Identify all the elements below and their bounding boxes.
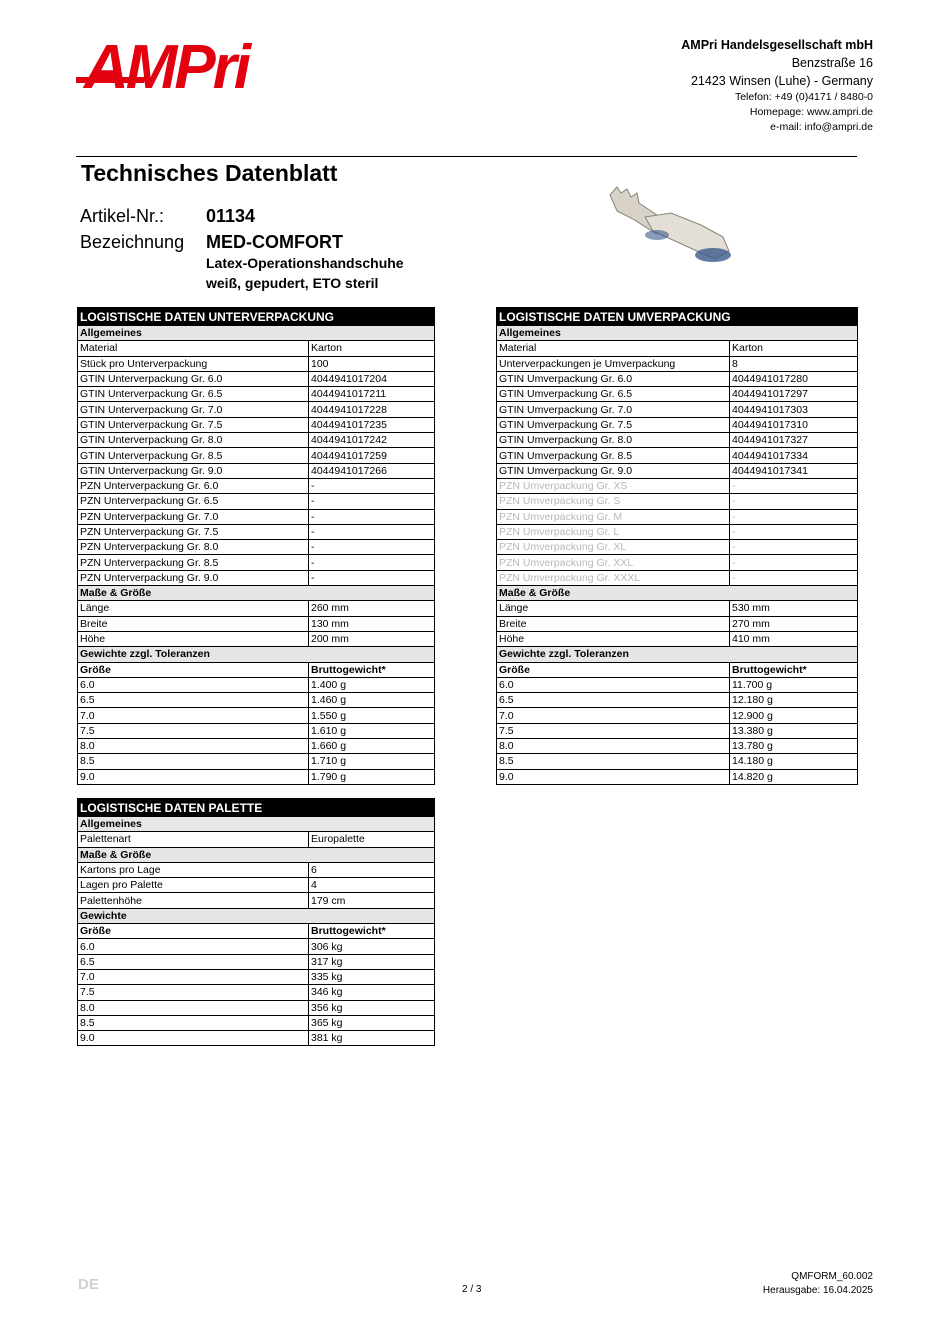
row-value: 4044941017266 bbox=[309, 463, 435, 478]
table-row bbox=[497, 739, 858, 754]
row-label: PZN Umverpackung Gr. L bbox=[497, 524, 730, 539]
row-value: 4 bbox=[309, 878, 435, 893]
row-label: GTIN Unterverpackung Gr. 6.5 bbox=[78, 387, 309, 402]
row-label: GTIN Umverpackung Gr. 8.0 bbox=[497, 433, 730, 448]
row-value: 365 kg bbox=[309, 1015, 435, 1030]
table-row bbox=[497, 708, 858, 723]
row-label: 6.5 bbox=[78, 954, 309, 969]
table-title: LOGISTISCHE DATEN PALETTE bbox=[78, 799, 435, 817]
table-unterverpackung bbox=[77, 307, 435, 785]
table-row bbox=[78, 939, 435, 954]
section-label: Allgemeines bbox=[497, 326, 858, 341]
row-label: 8.5 bbox=[78, 754, 309, 769]
table-row bbox=[78, 769, 435, 784]
section-row bbox=[78, 647, 435, 662]
footer-page-number: 2 / 3 bbox=[462, 1284, 482, 1295]
row-label: 6.0 bbox=[78, 939, 309, 954]
footer-form-id: QMFORM_60.002 bbox=[791, 1271, 873, 1282]
row-value: 12.900 g bbox=[730, 708, 858, 723]
row-label: Größe bbox=[497, 662, 730, 677]
article-nr-label: Artikel-Nr.: bbox=[80, 206, 165, 226]
section-label: Allgemeines bbox=[78, 817, 435, 832]
table-row bbox=[497, 509, 858, 524]
row-value: 100 bbox=[309, 356, 435, 371]
row-label: GTIN Unterverpackung Gr. 9.0 bbox=[78, 463, 309, 478]
section-row bbox=[497, 326, 858, 341]
table-row bbox=[78, 509, 435, 524]
table-row bbox=[78, 954, 435, 969]
table-row bbox=[497, 341, 858, 356]
company-address bbox=[681, 36, 873, 135]
section-label: Allgemeines bbox=[78, 326, 435, 341]
row-value: 11.700 g bbox=[730, 677, 858, 692]
logo-text: AMPri bbox=[84, 33, 249, 92]
table-row bbox=[497, 616, 858, 631]
company-name: AMPri Handelsgesellschaft mbH bbox=[681, 38, 873, 52]
row-value: 1.710 g bbox=[309, 754, 435, 769]
row-label: 7.5 bbox=[78, 723, 309, 738]
table-row bbox=[78, 708, 435, 723]
row-value: 14.820 g bbox=[730, 769, 858, 784]
table-row bbox=[497, 478, 858, 493]
table-row bbox=[497, 433, 858, 448]
table-row bbox=[78, 893, 435, 908]
table-row bbox=[78, 924, 435, 939]
row-label: PZN Unterverpackung Gr. 8.0 bbox=[78, 540, 309, 555]
row-label: Palettenart bbox=[78, 832, 309, 847]
table-row bbox=[497, 494, 858, 509]
row-value: - bbox=[730, 555, 858, 570]
section-row bbox=[78, 847, 435, 862]
company-street: Benzstraße 16 bbox=[791, 56, 873, 70]
table-row bbox=[78, 631, 435, 646]
table-row bbox=[497, 387, 858, 402]
row-label: 9.0 bbox=[497, 769, 730, 784]
row-label: Breite bbox=[497, 616, 730, 631]
row-label: Breite bbox=[78, 616, 309, 631]
row-value: 1.550 g bbox=[309, 708, 435, 723]
row-label: Länge bbox=[497, 601, 730, 616]
footer-form-info bbox=[763, 1270, 873, 1298]
row-label: PZN Umverpackung Gr. XS bbox=[497, 478, 730, 493]
table-row bbox=[78, 478, 435, 493]
header-divider bbox=[76, 156, 857, 157]
row-label: GTIN Unterverpackung Gr. 8.0 bbox=[78, 433, 309, 448]
table-row bbox=[497, 448, 858, 463]
row-label: PZN Unterverpackung Gr. 9.0 bbox=[78, 570, 309, 585]
row-value: 12.180 g bbox=[730, 693, 858, 708]
row-label: PZN Unterverpackung Gr. 7.0 bbox=[78, 509, 309, 524]
section-label: Maße & Größe bbox=[78, 586, 435, 601]
row-label: GTIN Umverpackung Gr. 7.0 bbox=[497, 402, 730, 417]
row-value: 4044941017280 bbox=[730, 371, 858, 386]
row-value: 4044941017259 bbox=[309, 448, 435, 463]
section-row bbox=[497, 647, 858, 662]
glove-image bbox=[605, 185, 735, 265]
table-row bbox=[78, 1031, 435, 1046]
row-value: Karton bbox=[730, 341, 858, 356]
table-row bbox=[497, 570, 858, 585]
table-row bbox=[78, 540, 435, 555]
row-label: GTIN Umverpackung Gr. 6.0 bbox=[497, 371, 730, 386]
section-label: Gewichte zzgl. Toleranzen bbox=[78, 647, 435, 662]
row-label: GTIN Unterverpackung Gr. 8.5 bbox=[78, 448, 309, 463]
row-label: Unterverpackungen je Umverpackung bbox=[497, 356, 730, 371]
table-row bbox=[78, 616, 435, 631]
section-label: Maße & Größe bbox=[78, 847, 435, 862]
section-row bbox=[78, 817, 435, 832]
table-row bbox=[78, 662, 435, 677]
row-label: Material bbox=[78, 341, 309, 356]
row-value: 4044941017228 bbox=[309, 402, 435, 417]
row-label: PZN Unterverpackung Gr. 6.0 bbox=[78, 478, 309, 493]
table-row bbox=[78, 371, 435, 386]
table-row bbox=[497, 371, 858, 386]
company-homepage[interactable]: Homepage: www.ampri.de bbox=[749, 106, 873, 118]
row-value: 1.400 g bbox=[309, 677, 435, 692]
row-label: 8.0 bbox=[78, 1000, 309, 1015]
row-value: Europalette bbox=[309, 832, 435, 847]
section-row bbox=[78, 326, 435, 341]
table-row bbox=[78, 739, 435, 754]
table-row bbox=[78, 341, 435, 356]
row-value: 4044941017204 bbox=[309, 371, 435, 386]
row-value: 14.180 g bbox=[730, 754, 858, 769]
article-desc-line2: weiß, gepudert, ETO steril bbox=[206, 275, 379, 291]
table-row bbox=[497, 524, 858, 539]
table-row bbox=[78, 878, 435, 893]
article-desc-line1: Latex-Operationshandschuhe bbox=[206, 255, 404, 271]
row-value: - bbox=[730, 509, 858, 524]
row-value: 4044941017297 bbox=[730, 387, 858, 402]
row-value: - bbox=[730, 494, 858, 509]
table-row bbox=[78, 417, 435, 432]
row-value: Bruttogewicht* bbox=[309, 662, 435, 677]
row-label: Kartons pro Lage bbox=[78, 862, 309, 877]
row-value: 4044941017310 bbox=[730, 417, 858, 432]
row-value: - bbox=[730, 478, 858, 493]
row-label: Größe bbox=[78, 924, 309, 939]
table-row bbox=[497, 417, 858, 432]
row-value: Karton bbox=[309, 341, 435, 356]
table-row bbox=[78, 555, 435, 570]
article-name-label: Bezeichnung bbox=[80, 232, 185, 252]
article-nr-value: 01134 bbox=[206, 206, 256, 226]
table-row bbox=[78, 985, 435, 1000]
row-value: 270 mm bbox=[730, 616, 858, 631]
row-value: 4044941017211 bbox=[309, 387, 435, 402]
row-value: 335 kg bbox=[309, 969, 435, 984]
table-row bbox=[78, 494, 435, 509]
table-row bbox=[497, 540, 858, 555]
table-row bbox=[78, 832, 435, 847]
row-label: GTIN Umverpackung Gr. 9.0 bbox=[497, 463, 730, 478]
ampri-logo bbox=[76, 30, 286, 92]
row-label: 6.0 bbox=[497, 677, 730, 692]
row-label: Stück pro Unterverpackung bbox=[78, 356, 309, 371]
row-value: 1.610 g bbox=[309, 723, 435, 738]
row-value: 410 mm bbox=[730, 631, 858, 646]
page-title: Technisches Datenblatt bbox=[81, 160, 338, 186]
table-palette bbox=[77, 798, 435, 1046]
row-value: 530 mm bbox=[730, 601, 858, 616]
row-label: 9.0 bbox=[78, 769, 309, 784]
row-value: 4044941017334 bbox=[730, 448, 858, 463]
row-value: 8 bbox=[730, 356, 858, 371]
table-row bbox=[78, 601, 435, 616]
row-label: 8.0 bbox=[497, 739, 730, 754]
row-value: - bbox=[309, 478, 435, 493]
row-value: 13.380 g bbox=[730, 723, 858, 738]
table-title: LOGISTISCHE DATEN UNTERVERPACKUNG bbox=[78, 308, 435, 326]
table-row bbox=[78, 387, 435, 402]
row-label: Palettenhöhe bbox=[78, 893, 309, 908]
table-row bbox=[78, 1000, 435, 1015]
table-row bbox=[78, 862, 435, 877]
row-value: 6 bbox=[309, 862, 435, 877]
table-row bbox=[78, 723, 435, 738]
company-email[interactable]: e-mail: info@ampri.de bbox=[770, 121, 873, 133]
row-value: 130 mm bbox=[309, 616, 435, 631]
row-label: GTIN Umverpackung Gr. 8.5 bbox=[497, 448, 730, 463]
row-label: PZN Unterverpackung Gr. 7.5 bbox=[78, 524, 309, 539]
row-label: 7.5 bbox=[78, 985, 309, 1000]
table-row bbox=[497, 402, 858, 417]
table-row bbox=[78, 570, 435, 585]
table-row bbox=[497, 693, 858, 708]
section-row bbox=[78, 908, 435, 923]
row-value: 1.460 g bbox=[309, 693, 435, 708]
row-value: 4044941017303 bbox=[730, 402, 858, 417]
table-row bbox=[78, 524, 435, 539]
table-row bbox=[497, 601, 858, 616]
row-value: - bbox=[309, 494, 435, 509]
row-label: 6.5 bbox=[78, 693, 309, 708]
row-value: 179 cm bbox=[309, 893, 435, 908]
row-label: Höhe bbox=[497, 631, 730, 646]
row-label: Größe bbox=[78, 662, 309, 677]
row-label: PZN Umverpackung Gr. M bbox=[497, 509, 730, 524]
row-value: 1.660 g bbox=[309, 739, 435, 754]
row-label: PZN Umverpackung Gr. S bbox=[497, 494, 730, 509]
row-label: 7.0 bbox=[78, 708, 309, 723]
section-label: Gewichte bbox=[78, 908, 435, 923]
row-value: 317 kg bbox=[309, 954, 435, 969]
row-label: Höhe bbox=[78, 631, 309, 646]
row-label: PZN Unterverpackung Gr. 8.5 bbox=[78, 555, 309, 570]
row-label: 8.0 bbox=[78, 739, 309, 754]
row-label: PZN Umverpackung Gr. XXL bbox=[497, 555, 730, 570]
row-label: 7.0 bbox=[78, 969, 309, 984]
table-row bbox=[78, 677, 435, 692]
company-phone: Telefon: +49 (0)4171 / 8480-0 bbox=[734, 91, 873, 103]
row-value: - bbox=[309, 555, 435, 570]
row-label: PZN Umverpackung Gr. XL bbox=[497, 540, 730, 555]
table-row bbox=[78, 433, 435, 448]
table-row bbox=[497, 754, 858, 769]
row-label: Länge bbox=[78, 601, 309, 616]
row-value: - bbox=[309, 509, 435, 524]
row-label: Material bbox=[497, 341, 730, 356]
row-value: - bbox=[309, 540, 435, 555]
row-value: 4044941017327 bbox=[730, 433, 858, 448]
row-value: 200 mm bbox=[309, 631, 435, 646]
section-row bbox=[497, 586, 858, 601]
table-title: LOGISTISCHE DATEN UMVERPACKUNG bbox=[497, 308, 858, 326]
company-city: 21423 Winsen (Luhe) - Germany bbox=[690, 74, 873, 88]
table-row bbox=[497, 631, 858, 646]
row-value: - bbox=[309, 570, 435, 585]
row-value: 306 kg bbox=[309, 939, 435, 954]
table-row bbox=[78, 448, 435, 463]
row-label: GTIN Unterverpackung Gr. 7.0 bbox=[78, 402, 309, 417]
row-value: 1.790 g bbox=[309, 769, 435, 784]
row-value: 4044941017341 bbox=[730, 463, 858, 478]
table-row bbox=[78, 969, 435, 984]
row-value: - bbox=[730, 570, 858, 585]
row-label: GTIN Umverpackung Gr. 7.5 bbox=[497, 417, 730, 432]
row-value: 4044941017242 bbox=[309, 433, 435, 448]
footer-issue-date: Herausgabe: 16.04.2025 bbox=[762, 1285, 873, 1296]
table-row bbox=[78, 754, 435, 769]
row-label: GTIN Unterverpackung Gr. 6.0 bbox=[78, 371, 309, 386]
row-label: 6.5 bbox=[497, 693, 730, 708]
table-row bbox=[497, 723, 858, 738]
row-value: - bbox=[309, 524, 435, 539]
table-row bbox=[78, 693, 435, 708]
section-row bbox=[78, 586, 435, 601]
row-value: 260 mm bbox=[309, 601, 435, 616]
row-label: Lagen pro Palette bbox=[78, 878, 309, 893]
row-value: 381 kg bbox=[309, 1031, 435, 1046]
table-row bbox=[78, 1015, 435, 1030]
row-label: PZN Unterverpackung Gr. 6.5 bbox=[78, 494, 309, 509]
row-label: 7.5 bbox=[497, 723, 730, 738]
row-value: 4044941017235 bbox=[309, 417, 435, 432]
table-row bbox=[78, 463, 435, 478]
article-name-value: MED-COMFORT bbox=[206, 232, 343, 252]
row-value: Bruttogewicht* bbox=[309, 924, 435, 939]
table-row bbox=[78, 356, 435, 371]
table-row bbox=[497, 555, 858, 570]
row-label: 6.0 bbox=[78, 677, 309, 692]
row-value: Bruttogewicht* bbox=[730, 662, 858, 677]
row-value: 13.780 g bbox=[730, 739, 858, 754]
row-value: 356 kg bbox=[309, 1000, 435, 1015]
table-row bbox=[497, 356, 858, 371]
row-label: 9.0 bbox=[78, 1031, 309, 1046]
row-value: - bbox=[730, 524, 858, 539]
row-label: GTIN Unterverpackung Gr. 7.5 bbox=[78, 417, 309, 432]
table-row bbox=[497, 662, 858, 677]
row-label: 8.5 bbox=[497, 754, 730, 769]
table-row bbox=[497, 677, 858, 692]
table-row bbox=[497, 769, 858, 784]
row-label: 8.5 bbox=[78, 1015, 309, 1030]
row-value: - bbox=[730, 540, 858, 555]
row-label: PZN Umverpackung Gr. XXXL bbox=[497, 570, 730, 585]
row-label: GTIN Umverpackung Gr. 6.5 bbox=[497, 387, 730, 402]
section-label: Maße & Größe bbox=[497, 586, 858, 601]
row-value: 346 kg bbox=[309, 985, 435, 1000]
table-row bbox=[497, 463, 858, 478]
section-label: Gewichte zzgl. Toleranzen bbox=[497, 647, 858, 662]
footer-language: DE bbox=[78, 1276, 99, 1293]
table-umverpackung bbox=[496, 307, 858, 785]
row-label: 7.0 bbox=[497, 708, 730, 723]
table-row bbox=[78, 402, 435, 417]
